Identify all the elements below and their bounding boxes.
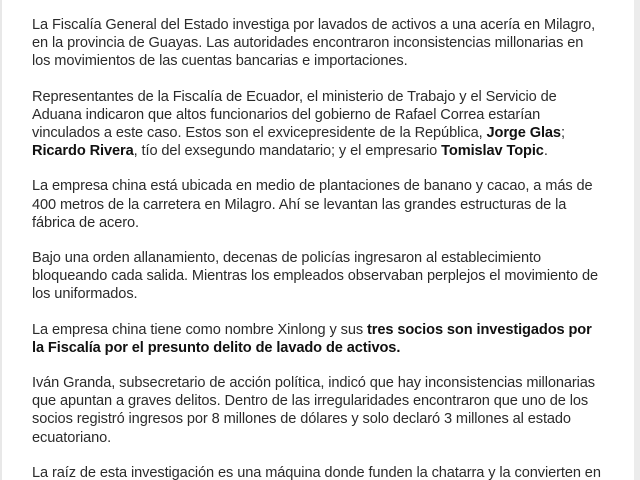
scrollbar-track[interactable] (634, 0, 640, 480)
paragraph-5-text-1: La empresa china tiene como nombre Xinlong y sus (32, 321, 367, 338)
paragraph-3: La empresa china está ubicada en medio de plantaciones de banano y cacao, a más de 400 metros de la carretera en Milagro. Ahí se levantan las grandes estructuras de la fábrica de acero. (32, 178, 593, 231)
paragraph-6: Iván Granda, subsecretario de acción política, indicó que hay inconsistencias millonarias que apuntan a graves delitos. Dentro de las irregularidades encontraron que uno de los socios registró ingresos por 8 millones de dólares y solo declaró 3 millones al estado ecuatoriano. (32, 375, 596, 446)
paragraph-5-bold-text: tres socios son investigados por la Fiscalía por el presunto delito de lavado de activos. (32, 321, 592, 356)
left-border (0, 0, 2, 480)
paragraph-7: La raíz de esta investigación es una máquina donde funden la chatarra y la convierten en (32, 464, 601, 480)
paragraph-2-text-1: Representantes de la Fiscalía de Ecuador, el ministerio de Trabajo y el Servicio de Aduana indicaron que altos funcionarios del gobierno de Rafael Correa estarían vinculados a este caso. Estos son el exvicepresidente de la República, (32, 88, 557, 142)
paragraph-4: Bajo una orden allanamiento, decenas de policías ingresaron al establecimiento bloqueando cada salida. Mientras los empleados observaban perplejos el movimiento de los uniformados. (32, 250, 598, 303)
paragraph-5 (32, 321, 602, 357)
name-tomislav-topic: Tomislav Topic (441, 143, 544, 160)
name-ricardo-rivera: Ricardo Rivera (32, 143, 134, 160)
article-body (32, 16, 602, 480)
paragraph-1: La Fiscalía General del Estado investiga por lavados de activos a una acería en Milagro, en la provincia de Guayas. Las autoridades encontraron inconsistencias millonarias en los movimientos de las cuentas bancarias e importaciones. (32, 17, 596, 70)
paragraph-2-text-4: . (543, 143, 548, 160)
paragraph-2-text-2: ; (560, 125, 565, 142)
paragraph-2-text-3: , tío del exsegundo mandatario; y el empresario (133, 143, 442, 160)
name-jorge-glas: Jorge Glas (486, 125, 561, 142)
paragraph-2 (32, 88, 602, 161)
